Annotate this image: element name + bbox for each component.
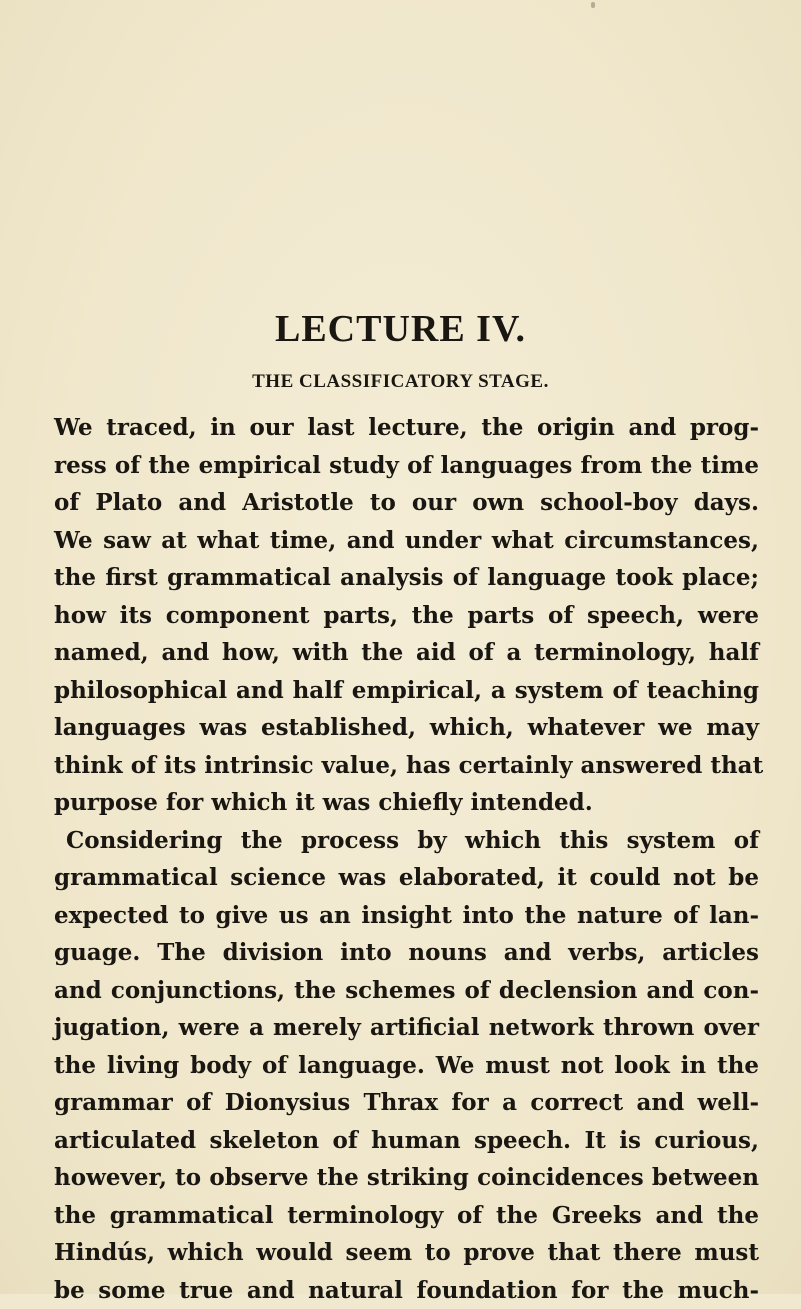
text-line: how its component parts, the parts of speech, were bbox=[54, 597, 759, 635]
text-line: purpose for which it was chiefly intended. bbox=[54, 784, 759, 822]
text-line: ress of the empirical study of languages from the time bbox=[54, 447, 759, 485]
text-line: the grammatical terminology of the Greeks and the bbox=[54, 1197, 759, 1235]
text-line: the living body of language. We must not look in the bbox=[54, 1047, 759, 1085]
text-line: We saw at what time, and under what circumstances, bbox=[54, 522, 759, 560]
ink-speck bbox=[591, 2, 595, 8]
text-line: and conjunctions, the schemes of declension and con- bbox=[54, 972, 759, 1010]
lecture-title: LECTURE IV. bbox=[0, 307, 801, 351]
text-line: grammar of Dionysius Thrax for a correct and well- bbox=[54, 1084, 759, 1122]
text-line: the first grammatical analysis of language took place; bbox=[54, 559, 759, 597]
text-line: philosophical and half empirical, a system of teaching bbox=[54, 672, 759, 710]
body-paragraph bbox=[54, 409, 759, 1309]
text-line: however, to observe the striking coincidences between bbox=[54, 1159, 759, 1197]
text-line: of Plato and Aristotle to our own school-boy days. bbox=[54, 484, 759, 522]
text-line: Hindús, which would seem to prove that there must bbox=[54, 1234, 759, 1272]
text-line: guage. The division into nouns and verbs, articles bbox=[54, 934, 759, 972]
text-line: named, and how, with the aid of a terminology, half bbox=[54, 634, 759, 672]
text-line: Considering the process by which this system of bbox=[54, 822, 759, 860]
text-line: expected to give us an insight into the nature of lan- bbox=[54, 897, 759, 935]
text-line: articulated skeleton of human speech. It is curious, bbox=[54, 1122, 759, 1160]
text-line: be some true and natural foundation for the much- bbox=[54, 1272, 759, 1309]
chapter-subtitle: THE CLASSIFICATORY STAGE. bbox=[0, 371, 801, 393]
text-line: We traced, in our last lecture, the origin and prog- bbox=[54, 409, 759, 447]
text-line: languages was established, which, whatever we may bbox=[54, 709, 759, 747]
text-line: jugation, were a merely artificial network thrown over bbox=[54, 1009, 759, 1047]
text-line: think of its intrinsic value, has certainly answered that bbox=[54, 747, 759, 785]
text-line: grammatical science was elaborated, it could not be bbox=[54, 859, 759, 897]
